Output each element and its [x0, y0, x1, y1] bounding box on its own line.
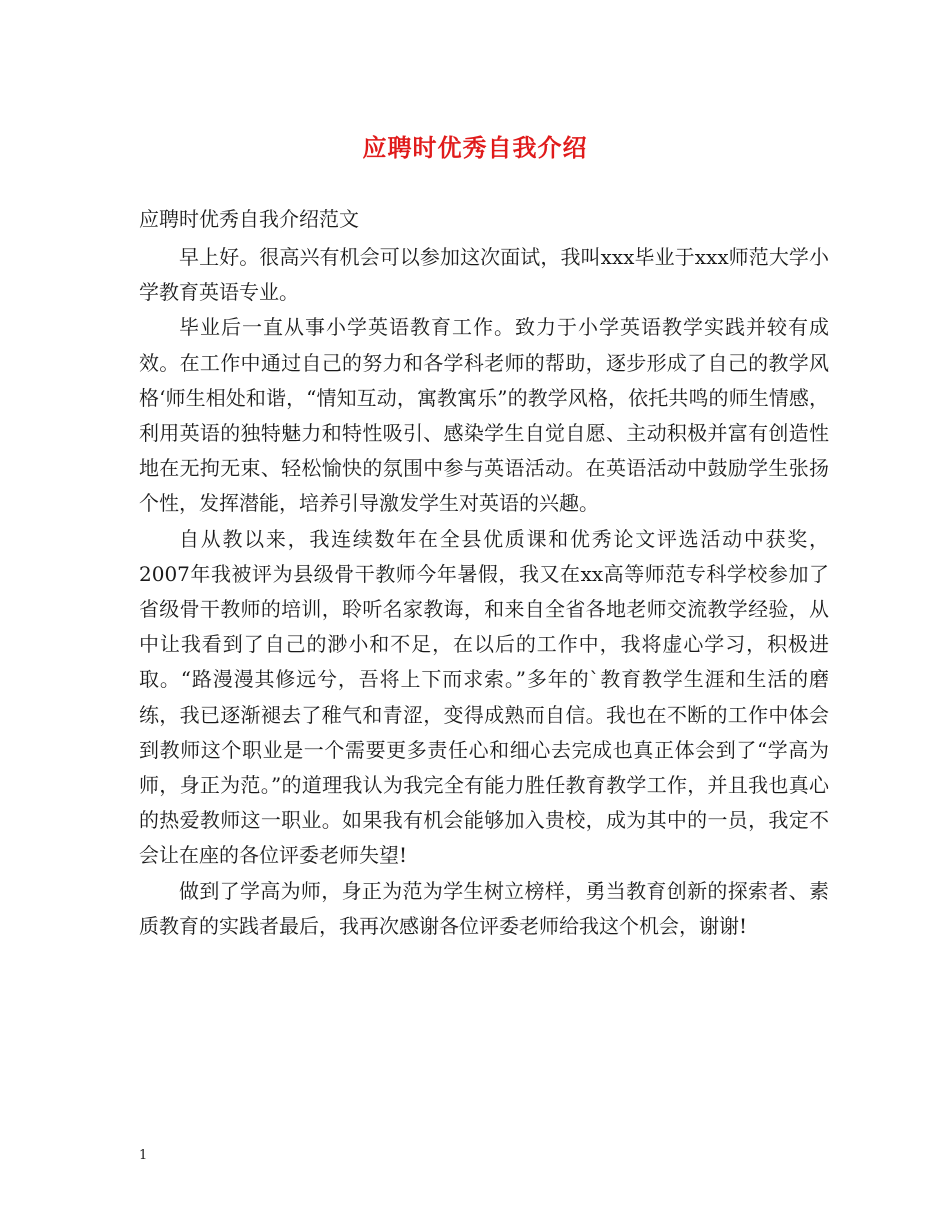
document-title: 应聘时优秀自我介绍: [362, 133, 588, 162]
document-body: [139, 240, 829, 944]
paragraph-teaching-experience: 毕业后一直从事小学英语教育工作。致力于小学英语教学实践并较有成效。在工作中通过自己的努力和各学科老师的帮助，逐步形成了自己的教学风格‘师生相处和谐，“情知互动，寓教寓乐”的教学风格，依托共鸣的师生情感，利用英语的独特魅力和特性吸引、感染学生自觉自愿、主动积极并富有创造性地在无拘无束、轻松愉快的氛围中参与英语活动。在英语活动中鼓励学生张扬个性，发挥潜能，培养引导激发学生对英语的兴趣。: [139, 315, 829, 516]
paragraph-achievements: 自从教以来，我连续数年在全县优质课和优秀论文评选活动中获奖，2007年我被评为县级骨干教师今年暑假，我又在xx高等师范专科学校参加了省级骨干教师的培训，聆听名家教诲，和来自全省各地老师交流教学经验，从中让我看到了自己的渺小和不足，在以后的工作中，我将虚心学习，积极进取。“路漫漫其修远兮，吾将上下而求索。”多年的`教育教学生涯和生活的磨练，我已逐渐褪去了稚气和青涩，变得成熟而自信。我也在不断的工作中体会到教师这个职业是一个需要更多责任心和细心去完成也真正体会到了“学高为师，身正为范。”的道理我认为我完全有能力胜任教育教学工作，并且我也真心的热爱教师这一职业。如果我有机会能够加入贵校，成为其中的一员，我定不会让在座的各位评委老师失望!: [139, 526, 829, 868]
paragraph-greeting: 早上好。很高兴有机会可以参加这次面试，我叫xxx毕业于xxx师范大学小学教育英语专业。: [139, 245, 829, 305]
page-number: 1: [139, 1148, 148, 1163]
paragraph-closing: 做到了学高为师，身正为范为学生树立榜样，勇当教育创新的探索者、素质教育的实践者最后，我再次感谢各位评委老师给我这个机会，谢谢!: [139, 878, 829, 938]
document-subtitle: 应聘时优秀自我介绍范文: [139, 207, 359, 231]
